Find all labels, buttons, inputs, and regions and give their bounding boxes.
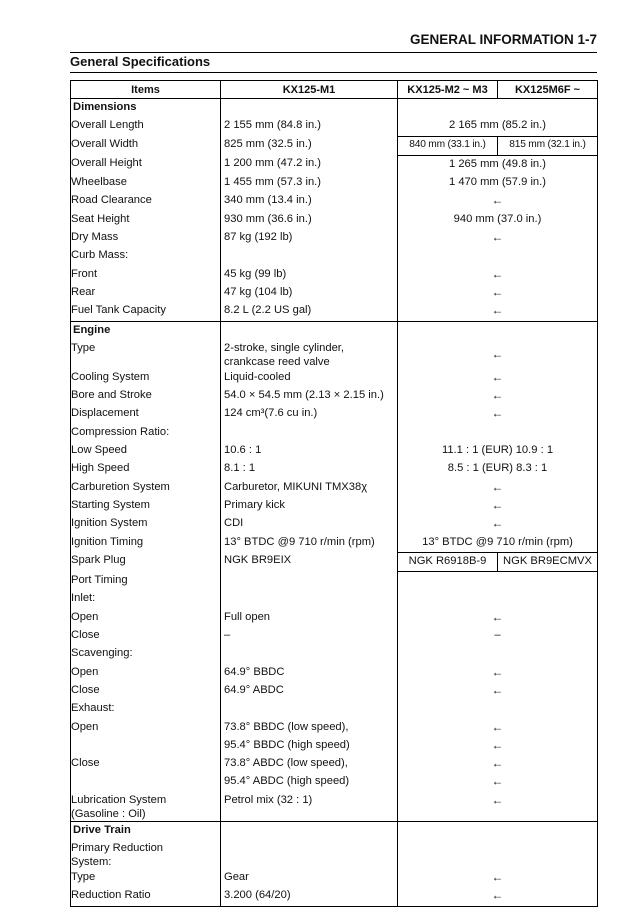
item-label: Curb Mass: — [71, 247, 221, 265]
table-row — [71, 479, 598, 497]
table-row — [71, 340, 598, 369]
same-arrow-icon: ← — [491, 719, 504, 734]
column-header-m2-m3: KX125-M2 ~ M3 — [398, 81, 498, 99]
item-label: Starting System — [71, 497, 221, 515]
table-row — [71, 211, 598, 229]
same-arrow-icon: ← — [491, 682, 504, 697]
table-row — [71, 627, 598, 645]
table-row — [71, 192, 598, 210]
item-label: Cooling System — [71, 369, 221, 387]
value-m2: 840 mm (33.1 in.) — [398, 136, 498, 155]
value-m2: 2 165 mm (85.2 in.) — [398, 117, 598, 136]
value-m1: 47 kg (104 lb) — [221, 284, 398, 302]
table-row — [71, 497, 598, 515]
value-m1: Carburetor, MIKUNI TMX38χ — [221, 479, 398, 497]
item-label: Ignition Timing — [71, 534, 221, 553]
same-arrow-icon: ← — [491, 792, 504, 807]
value-line: 2-stroke, single cylinder, — [224, 341, 345, 354]
item-line: (Gasoline : Oil) — [71, 807, 146, 820]
value-m1 — [221, 340, 398, 369]
value-m2: – — [398, 627, 598, 645]
item-line: Primary Reduction — [71, 841, 164, 854]
specifications-table — [70, 80, 598, 907]
value-m1: 1 455 mm (57.3 in.) — [221, 174, 398, 192]
page-title: GENERAL INFORMATION 1-7 — [409, 32, 597, 47]
value-m1: 8.1 : 1 — [221, 460, 398, 478]
item-label: Open — [71, 719, 221, 737]
same-arrow-icon: ← — [491, 516, 504, 531]
item-label: Displacement — [71, 405, 221, 423]
same-arrow-icon: ← — [491, 369, 504, 384]
table-row — [71, 534, 598, 553]
value-m1: 1 200 mm (47.2 in.) — [221, 155, 398, 174]
item-label: Type — [71, 340, 221, 369]
item-line: System: — [71, 855, 112, 868]
item-label: Carburetion System — [71, 479, 221, 497]
section-label: Drive Train — [71, 821, 221, 840]
item-label: Open — [71, 609, 221, 627]
value-m1: 3.200 (64/20) — [221, 887, 398, 906]
table-row — [71, 887, 598, 906]
value-m1: 54.0 × 54.5 mm (2.13 × 2.15 in.) — [221, 387, 398, 405]
item-label: Seat Height — [71, 211, 221, 229]
item-label: Port Timing — [71, 572, 221, 591]
item-label: Overall Length — [71, 117, 221, 136]
page-header — [70, 28, 597, 53]
section-row-engine — [71, 321, 598, 340]
value-m1: – — [221, 627, 398, 645]
column-header-items: Items — [71, 81, 221, 99]
table-row — [71, 792, 598, 822]
value-m2: 1 470 mm (57.9 in.) — [398, 174, 598, 192]
table-row — [71, 840, 598, 869]
value-m1: 87 kg (192 lb) — [221, 229, 398, 247]
same-arrow-icon: ← — [491, 303, 504, 318]
item-label — [71, 792, 221, 822]
value-m1: Full open — [221, 609, 398, 627]
item-line: Lubrication System — [71, 793, 167, 806]
table-row — [71, 460, 598, 478]
section-label: Engine — [71, 321, 221, 340]
same-arrow-icon: ← — [491, 388, 504, 403]
table-row — [71, 572, 598, 591]
same-arrow-icon: ← — [491, 664, 504, 679]
column-header-m1: KX125-M1 — [221, 81, 398, 99]
value-m1: NGK BR9EIX — [221, 552, 398, 571]
table-row — [71, 266, 598, 284]
item-label: Rear — [71, 284, 221, 302]
value-m1: 930 mm (36.6 in.) — [221, 211, 398, 229]
item-label: Close — [71, 755, 221, 773]
table-row — [71, 302, 598, 321]
item-label: Close — [71, 682, 221, 700]
same-arrow-icon: ← — [491, 266, 504, 281]
same-arrow-icon: ← — [491, 497, 504, 512]
section-row-drive-train — [71, 821, 598, 840]
table-row — [71, 682, 598, 700]
value-m1: 124 cm³(7.6 cu in.) — [221, 405, 398, 423]
item-label: Spark Plug — [71, 552, 221, 571]
value-m1: 825 mm (32.5 in.) — [221, 136, 398, 155]
table-row — [71, 700, 598, 718]
item-label: Road Clearance — [71, 192, 221, 210]
value-m2: 940 mm (37.0 in.) — [398, 211, 598, 229]
section-label: Dimensions — [71, 99, 221, 118]
same-arrow-icon: ← — [491, 774, 504, 789]
table-row — [71, 174, 598, 192]
same-arrow-icon: ← — [491, 609, 504, 624]
value-m1: 64.9° BBDC — [221, 664, 398, 682]
same-arrow-icon: ← — [491, 193, 504, 208]
value-m2: 11.1 : 1 (EUR) 10.9 : 1 — [398, 442, 598, 460]
table-row — [71, 645, 598, 663]
table-row — [71, 284, 598, 302]
value-m6: NGK BR9ECMVX — [498, 552, 598, 571]
table-row — [71, 719, 598, 737]
table-row — [71, 755, 598, 773]
value-m1: 10.6 : 1 — [221, 442, 398, 460]
item-label: Overall Height — [71, 155, 221, 174]
value-line: crankcase reed valve — [224, 355, 330, 368]
value-m1: 340 mm (13.4 in.) — [221, 192, 398, 210]
value-m2: NGK R6918B-9 — [398, 552, 498, 571]
item-label: Inlet: — [71, 590, 221, 608]
item-label: Close — [71, 627, 221, 645]
item-label: Front — [71, 266, 221, 284]
item-label: Bore and Stroke — [71, 387, 221, 405]
item-label: Open — [71, 664, 221, 682]
table-row — [71, 405, 598, 423]
item-label: Type — [71, 869, 221, 887]
table-row — [71, 869, 598, 887]
item-label: Ignition System — [71, 515, 221, 533]
table-row — [71, 590, 598, 608]
item-label: Wheelbase — [71, 174, 221, 192]
same-arrow-icon: ← — [491, 479, 504, 494]
item-label: Compression Ratio: — [71, 424, 221, 442]
value-m1: Primary kick — [221, 497, 398, 515]
value-m1: Gear — [221, 869, 398, 887]
value-m2: 13° BTDC @9 710 r/min (rpm) — [398, 534, 598, 553]
value-m1: 73.8° BBDC (low speed), — [221, 719, 398, 737]
value-m1: 73.8° ABDC (low speed), — [221, 755, 398, 773]
same-arrow-icon: ← — [491, 406, 504, 421]
section-rule — [70, 72, 597, 73]
value-m1: 13° BTDC @9 710 r/min (rpm) — [221, 534, 398, 553]
table-row — [71, 424, 598, 442]
table-row — [71, 155, 598, 174]
value-m1: 45 kg (99 lb) — [221, 266, 398, 284]
item-label: Scavenging: — [71, 645, 221, 663]
table-row — [71, 773, 598, 791]
table-row — [71, 387, 598, 405]
same-arrow-icon: ← — [491, 869, 504, 884]
table-row — [71, 117, 598, 136]
same-arrow-icon: ← — [491, 347, 504, 362]
section-title: General Specifications — [70, 54, 211, 69]
column-header-m6f: KX125M6F ~ — [498, 81, 598, 99]
table-row — [71, 369, 598, 387]
value-m1: 95.4° ABDC (high speed) — [221, 773, 398, 791]
value-m1: 64.9° ABDC — [221, 682, 398, 700]
table-row — [71, 664, 598, 682]
item-label — [71, 840, 221, 869]
same-arrow-icon: ← — [491, 284, 504, 299]
table-row — [71, 609, 598, 627]
same-arrow-icon: ← — [491, 888, 504, 903]
value-m1: 2 155 mm (84.8 in.) — [221, 117, 398, 136]
value-m1: 8.2 L (2.2 US gal) — [221, 302, 398, 321]
table-row — [71, 515, 598, 533]
table-row — [71, 552, 598, 571]
table-row — [71, 737, 598, 755]
value-m1: CDI — [221, 515, 398, 533]
item-label: Reduction Ratio — [71, 887, 221, 906]
value-m2: 8.5 : 1 (EUR) 8.3 : 1 — [398, 460, 598, 478]
section-row-dimensions — [71, 99, 598, 118]
table-row — [71, 442, 598, 460]
value-m1: Liquid-cooled — [221, 369, 398, 387]
table-header-row — [71, 81, 598, 99]
item-label: Exhaust: — [71, 700, 221, 718]
item-label: Overall Width — [71, 136, 221, 155]
value-m6: 815 mm (32.1 in.) — [498, 136, 598, 155]
same-arrow-icon: ← — [491, 230, 504, 245]
same-arrow-icon: ← — [491, 737, 504, 752]
item-label: Low Speed — [71, 442, 221, 460]
same-arrow-icon: ← — [491, 756, 504, 771]
item-label: Fuel Tank Capacity — [71, 302, 221, 321]
table-row — [71, 229, 598, 247]
item-label: High Speed — [71, 460, 221, 478]
value-m2: 1 265 mm (49.8 in.) — [398, 155, 598, 174]
table-row — [71, 247, 598, 265]
value-m1: Petrol mix (32 : 1) — [221, 792, 398, 822]
table-row — [71, 136, 598, 155]
item-label: Dry Mass — [71, 229, 221, 247]
value-m1: 95.4° BBDC (high speed) — [221, 737, 398, 755]
